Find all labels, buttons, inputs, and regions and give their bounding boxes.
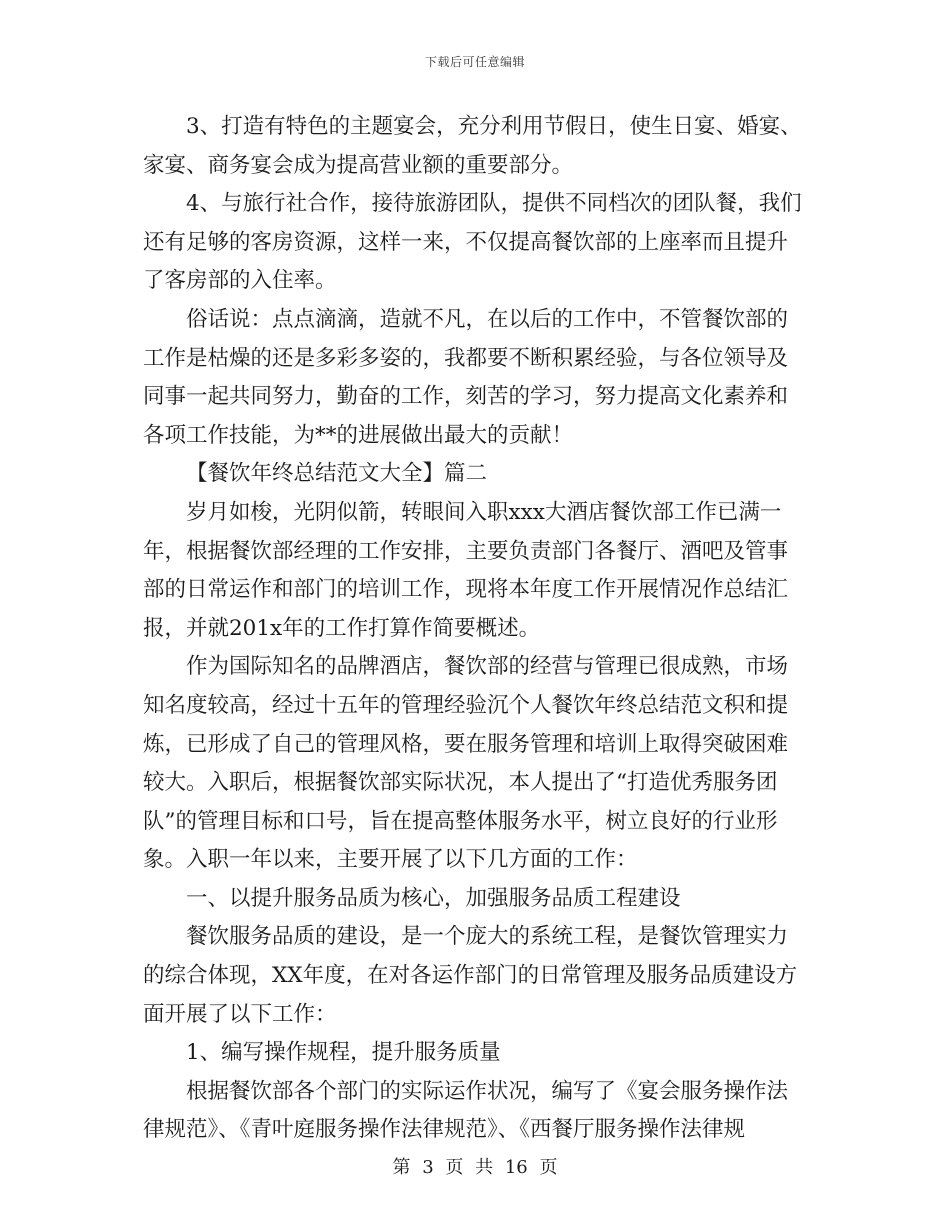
text-line: 律规范》、《青叶庭服务操作法律规范》、《西餐厅服务操作法律规: [143, 1117, 746, 1143]
text-line: 面开展了以下工作：: [143, 1001, 337, 1027]
text-line: 了客房部的入住率。: [143, 268, 337, 294]
text-line: 还有足够的客房资源，这样一来，不仅提高餐饮部的上座率而且提升: [143, 229, 789, 255]
page-footer: 第 3 页 共 16 页: [392, 1157, 558, 1178]
document-body: [143, 108, 811, 1150]
text-line: 岁月如梭，光阴似箭，转眼间入职xxx大酒店餐饮部工作已满一: [186, 499, 782, 525]
text-line: 较大。入职后，根据餐饮部实际状况，本人提出了“打造优秀服务团: [143, 770, 778, 796]
text-line: 各项工作技能，为**的进展做出最大的贡献！: [143, 422, 574, 448]
text-line: 【餐饮年终总结范文大全】篇二: [186, 461, 488, 487]
text-line: 工作是枯燥的还是多彩多姿的，我都要不断积累经验，与各位领导及: [143, 345, 789, 371]
text-line: 3、打造有特色的主题宴会，充分利用节假日，使生日宴、婚宴、: [186, 114, 802, 139]
text-line: 部的日常运作和部门的培训工作，现将本年度工作开展情况作总结汇: [143, 577, 789, 603]
text-line: 同事一起共同努力，勤奋的工作，刻苦的学习，努力提高文化素养和: [143, 384, 789, 410]
text-line: 根据餐饮部各个部门的实际运作状况，编写了《宴会服务操作法: [186, 1078, 789, 1104]
text-line: 年，根据餐饮部经理的工作安排，主要负责部门各餐厅、酒吧及管事: [143, 538, 789, 564]
text-line: 象。入职一年以来，主要开展了以下几方面的工作：: [143, 847, 638, 873]
text-line: 的综合体现，XX年度，在对各运作部门的日常管理及服务品质建设方: [143, 963, 798, 989]
text-line: 炼，已形成了自己的管理风格，要在服务管理和培训上取得突破困难: [143, 731, 789, 757]
text-line: 队”的管理目标和口号，旨在提高整体服务水平，树立良好的行业形: [143, 808, 778, 834]
text-line: 知名度较高，经过十五年的管理经验沉个人餐饮年终总结范文积和提: [143, 692, 789, 718]
text-line: 俗话说：点点滴滴，造就不凡，在以后的工作中，不管餐饮部的: [186, 306, 789, 332]
text-line: 报，并就201x年的工作打算作简要概述。: [143, 615, 541, 641]
text-line: 餐饮服务品质的建设，是一个庞大的系统工程，是餐饮管理实力: [186, 924, 789, 950]
text-line: 作为国际知名的品牌酒店，餐饮部的经营与管理已很成熟，市场: [186, 654, 789, 680]
text-line: 1、编写操作规程，提升服务质量: [186, 1040, 501, 1066]
text-line: 一、以提升服务品质为核心，加强服务品质工程建设: [186, 885, 681, 911]
text-line: 4、与旅行社合作，接待旅游团队，提供不同档次的团队餐，我们: [186, 191, 802, 217]
text-line: 家宴、商务宴会成为提高营业额的重要部分。: [143, 152, 574, 178]
page-header: 下载后可任意编辑: [424, 55, 525, 69]
